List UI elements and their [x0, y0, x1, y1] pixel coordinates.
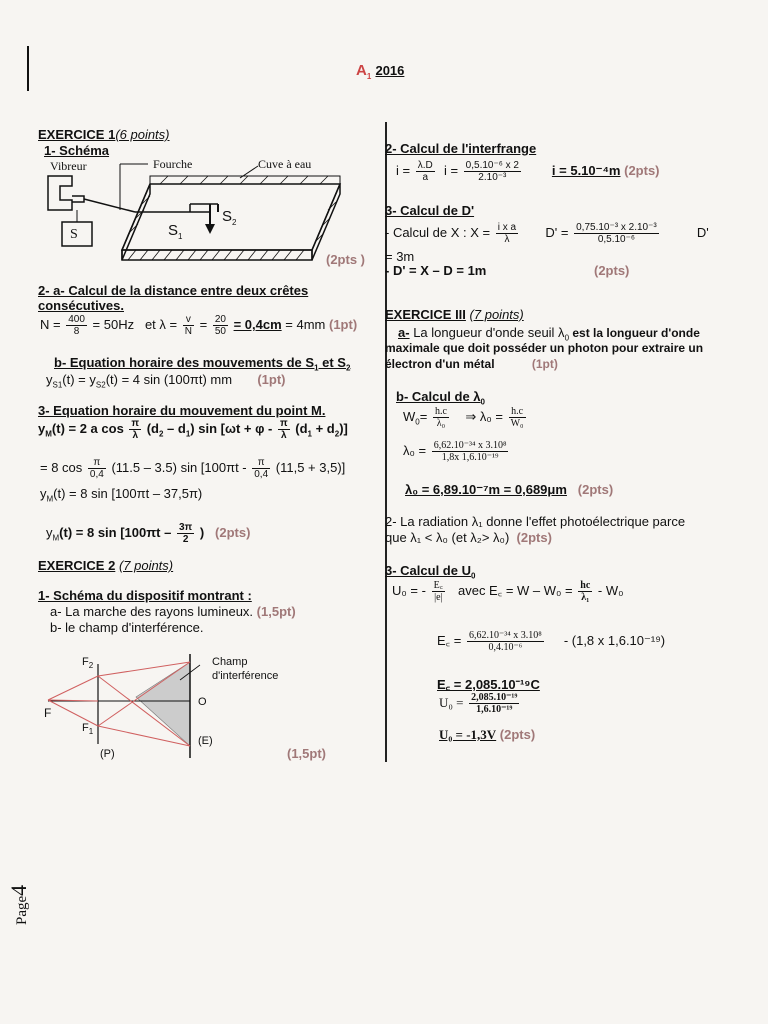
ym1-sub1b: 1 — [307, 429, 312, 439]
u0-num: E꜀ — [433, 580, 444, 591]
lam-eq2: = — [199, 316, 208, 332]
ex2-2-title: 2- Calcul de l'interfrange — [385, 141, 537, 156]
n-num: 400 — [68, 314, 85, 325]
page-number — [6, 885, 32, 925]
ym1-frac1-d: λ — [132, 430, 139, 441]
lam-frac2 — [213, 314, 228, 337]
ym1-f: (d — [295, 420, 308, 436]
ex2-3-title: 3- Calcul de D' — [385, 203, 475, 218]
ym1-g: + d — [311, 420, 335, 436]
ym2-a: = 8 cos — [40, 459, 83, 475]
ex3-title — [385, 307, 524, 322]
fig-champ-l2: d'interférence — [212, 670, 279, 682]
dp-res-line — [385, 263, 629, 278]
fig-s2-sub: 2 — [232, 218, 237, 227]
fig-f2-sub: 2 — [88, 661, 94, 671]
w0-w: W — [403, 408, 416, 424]
ym1-d: – d — [163, 420, 186, 436]
dp-res: - D' = X – D = 1m — [385, 263, 487, 278]
ym1-y: y — [38, 420, 46, 436]
x-den: λ — [504, 234, 510, 245]
ex1-ym-line2 — [40, 457, 345, 480]
ex3-2-l1: 2- La radiation λ₁ donne l'effet photoélectrique parce — [385, 514, 686, 529]
w0-then: ⇒ λ₀ = — [465, 408, 503, 424]
ex1-pts-3: (2pts) — [215, 524, 251, 540]
ex1-2a-title-l2: consécutives. — [38, 298, 124, 313]
page-label: Page — [14, 895, 30, 925]
fig-f1-sub: 1 — [88, 727, 94, 737]
u0-tail: - W₀ — [597, 582, 624, 598]
ym4-a: (t) = 8 sin [100πt – — [59, 524, 172, 540]
dp-pts: (2pts) — [593, 263, 630, 278]
x-calc-line — [385, 222, 709, 245]
u0-res-line — [439, 727, 535, 743]
ym2-b: (11.5 – 3.5) sin [100πt - — [111, 459, 247, 475]
fig-champ-l1: Champ — [212, 656, 248, 668]
u0-res: U₀ = -1,3V — [439, 727, 497, 742]
l0-eq: λ₀ = — [403, 442, 427, 458]
u0-line — [392, 580, 624, 603]
i-frac2 — [464, 160, 521, 183]
ex2-points: (7 points) — [118, 558, 174, 573]
w0-frac2 — [509, 406, 526, 429]
u0b-eq: U₀ = — [439, 694, 464, 710]
ec-line — [437, 630, 665, 653]
ex1-schema-title: 1- Schéma — [44, 143, 110, 158]
ex3-a-line1 — [398, 325, 700, 343]
ys-sub2: S2 — [95, 380, 106, 390]
fig-label-s1 — [168, 222, 182, 241]
wave-tank-figure — [40, 152, 370, 270]
dp-num: 0,75.10⁻³ x 2.10⁻³ — [576, 222, 657, 233]
lam-num2: 20 — [214, 314, 226, 325]
ym2-c: (11,5 + 3,5)] — [275, 459, 346, 475]
ex3-b-sub: 0 — [480, 397, 485, 407]
ym2-frac2 — [252, 457, 270, 480]
ys-sub1: S1 — [52, 380, 63, 390]
l0-res: λ₀ = 6,89.10⁻⁷m = 0,689μm — [405, 482, 567, 497]
ex2-a-pts: (1,5pt) — [256, 604, 296, 619]
ex2-a-text: a- La marche des rayons lumineux. — [50, 604, 254, 619]
u0b-den: 1,6.10⁻¹⁹ — [476, 704, 513, 715]
ex3-points: (7 points) — [469, 307, 524, 322]
ex2-title — [38, 558, 173, 573]
i-den2: 2.10⁻³ — [478, 172, 507, 183]
dp-tail: D' — [696, 224, 709, 240]
w0-num2: h.c — [509, 406, 526, 418]
interfrange-line — [396, 160, 660, 183]
lam-res: = 0,4cm — [233, 316, 282, 332]
ex3-b-title-text: b- Calcul de λ — [396, 389, 481, 404]
ex2-1-title: 1- Schéma du dispositif montrant : — [38, 588, 252, 603]
u0-mid: avec E꜀ = W – W₀ = — [457, 582, 573, 598]
ex3-a-l3-line — [385, 357, 558, 371]
ym1-frac1 — [129, 418, 141, 441]
ec-res: E꜀ = 2,085.10⁻¹⁹C — [437, 677, 540, 692]
ym2-frac1 — [88, 457, 106, 480]
fig-f2-letter: F — [82, 656, 89, 668]
ex3-a-l1c: est la longueur d'onde — [569, 326, 700, 340]
lam-res2: = 4mm — [285, 316, 326, 332]
ex1-ym-line1 — [38, 418, 348, 441]
u0b-line — [439, 692, 521, 715]
ym1-c: (d — [146, 420, 159, 436]
title-letter: A — [356, 62, 367, 79]
ym1-sub1: 1 — [185, 429, 191, 439]
fig-o: O — [198, 696, 207, 708]
l0-pts: (2pts) — [577, 482, 614, 497]
ym4-num: 3π — [178, 522, 193, 533]
ex3-a-label: a- — [398, 325, 410, 340]
ex1-ym-line3 — [40, 486, 202, 504]
ym1-frac2-d: λ — [281, 430, 287, 441]
page-title — [356, 62, 404, 81]
fig-label-s2 — [222, 208, 236, 227]
w0-den2: W₀ — [510, 418, 524, 429]
ym2-frac1-n: π — [88, 457, 106, 469]
ys-end: (t) = 4 sin (100πt) mm — [105, 372, 233, 387]
l0-line — [403, 440, 510, 463]
u0-frac2 — [578, 580, 592, 603]
w0-eq: = — [419, 408, 428, 424]
ex1-title-text: EXERCICE 1 — [38, 127, 116, 142]
i-eq2: i = — [443, 162, 459, 178]
dp-frac — [574, 222, 659, 245]
ec-frac — [467, 630, 544, 653]
ex1-n-lambda-line — [40, 314, 357, 337]
ec-tail: - (1,8 x 1,6.10⁻¹⁹) — [563, 632, 666, 648]
title-sub: 1 — [366, 72, 372, 81]
l0-res-line — [405, 482, 613, 498]
fig-f2 — [82, 656, 93, 670]
column-divider — [385, 122, 387, 762]
ex3-a-l3: électron d'un métal — [385, 357, 495, 371]
lam-num: v — [183, 314, 194, 326]
ex1-2b-title — [54, 355, 350, 373]
ym2-frac1-d: 0,4 — [89, 469, 104, 480]
ym4-sub: M — [52, 533, 60, 543]
w0-sub: 0 — [415, 417, 420, 427]
ym1-frac1-n: π — [131, 418, 140, 429]
ex2-title-text: EXERCICE 2 — [38, 558, 116, 573]
lam-frac — [183, 314, 194, 337]
title-year: 2016 — [375, 63, 405, 78]
n-eq: N = — [40, 316, 61, 332]
ex3-a-pts: (1pt) — [531, 357, 558, 371]
u0b-num: 2,085.10⁻¹⁹ — [471, 692, 518, 703]
i-num2: 0,5.10⁻⁶ x 2 — [465, 160, 519, 171]
ex3-2-pts: (2pts) — [516, 530, 552, 545]
w0-num: h.c — [434, 406, 447, 417]
ex2-a-line — [50, 604, 296, 619]
ym3-sub: M — [46, 494, 54, 504]
dp-den: 0,5.10⁻⁶ — [597, 234, 636, 245]
ex1-ym-line4 — [46, 522, 250, 545]
ex1-pts-schema: (2pts ) — [326, 252, 365, 267]
ex3-2-l2-line — [385, 530, 552, 545]
u0-eq: U₀ = - — [392, 582, 426, 598]
ex2-pts-fig: (1,5pt) — [287, 746, 326, 761]
x-text: - Calcul de X : X = — [385, 224, 491, 240]
ym1-frac2-n: π — [279, 418, 288, 429]
fig-f: F — [44, 706, 52, 720]
ym1-sub2b: 2 — [334, 429, 340, 439]
ex1-title — [38, 127, 170, 142]
u0-frac — [432, 580, 446, 603]
fig-label-cuve: Cuve à eau — [258, 157, 312, 171]
n-den: 8 — [73, 326, 80, 337]
ex1-2b-title-text: b- Equation horaire des mouvements de S — [54, 355, 315, 370]
ys-y: y — [46, 372, 53, 387]
i-pts: (2pts) — [624, 162, 660, 178]
ex1-2b-sub1: 1 — [314, 363, 319, 373]
fig-label-s: S — [70, 227, 78, 242]
ym1-e: ) sin [ωt + φ - — [190, 420, 273, 436]
ym4-b: ) — [199, 524, 205, 540]
i-eq: i = — [396, 162, 411, 178]
l0-frac — [432, 440, 509, 463]
fig-s2-letter: S — [222, 208, 233, 225]
ys-mid: (t) = y — [62, 372, 96, 387]
margin-line — [27, 46, 29, 91]
w0-frac — [433, 406, 449, 429]
ex1-points: (6 points) — [115, 127, 170, 142]
ex3-3-sub: 0 — [470, 571, 476, 581]
lam-den: N — [184, 326, 192, 337]
ym3-text: (t) = 8 sin [100πt – 37,5π) — [53, 486, 203, 501]
ex3-title-text: EXERCICE III — [385, 307, 466, 322]
fig-label-fourche: Fourche — [153, 157, 193, 171]
ym4-y: y — [46, 524, 53, 540]
u0-pts: (2pts) — [499, 727, 536, 742]
lam-den2: 50 — [214, 326, 226, 337]
ym1-sub: M — [45, 429, 52, 439]
ex1-pts-2b: (1pt) — [257, 372, 286, 387]
u0-den: |e| — [434, 592, 443, 603]
i-frac1 — [416, 160, 435, 183]
ym2-frac2-d: 0,4 — [254, 469, 269, 480]
ec-eq: E꜀ = — [437, 632, 462, 648]
fig-f1 — [82, 722, 93, 736]
ym2-frac2-n: π — [252, 457, 270, 469]
ex3-3-title — [385, 563, 475, 581]
dp-eq: D' = — [545, 224, 569, 240]
ex1-3-title: 3- Equation horaire du mouvement du point M. — [38, 403, 326, 418]
ex1-pts-2a: (1pt) — [328, 316, 358, 332]
fig-e: (E) — [198, 735, 213, 747]
ex1-ys-line — [46, 372, 286, 390]
u0b-frac — [469, 692, 519, 715]
ex2-b-line: b- le champ d'interférence. — [50, 620, 204, 635]
w0-den: λ₀ — [436, 418, 446, 429]
fig-s1-sub: 1 — [178, 232, 183, 241]
i-num: λ.D — [417, 160, 433, 171]
ym1-h: )] — [339, 420, 348, 436]
u0-den2: λ₁ — [581, 592, 590, 603]
w0-line — [403, 406, 528, 429]
i-den: a — [422, 172, 428, 183]
x-res: = 3m — [385, 249, 415, 264]
ym4-den: 2 — [182, 534, 189, 545]
x-num: i x a — [497, 222, 517, 233]
ym3-y: y — [40, 486, 47, 501]
ex1-2b-sub2: 2 — [345, 363, 351, 373]
ex1-2b-et: et S — [318, 355, 346, 370]
page-num: 4 — [6, 884, 31, 896]
u0-num2: hc — [580, 580, 591, 591]
ym1-sub2: 2 — [158, 429, 164, 439]
fig-p: (P) — [100, 748, 115, 760]
ex3-a-l1b: 0 — [564, 333, 570, 343]
fig-f1-letter: F — [82, 722, 89, 734]
ym4-frac — [177, 522, 194, 545]
n-frac — [66, 314, 87, 337]
ex3-b-title — [396, 389, 485, 407]
ex3-2-l2: que λ₁ < λ₀ (et λ₂> λ₀) — [385, 530, 510, 545]
ym1-frac2 — [278, 418, 290, 441]
ex3-3-title-text: 3- Calcul de U — [385, 563, 471, 578]
ex3-a-l1a: La longueur d'onde seuil λ — [413, 325, 565, 340]
ym1-b: (t) = 2 a cos — [51, 420, 124, 436]
x-frac — [496, 222, 518, 245]
l0-num: 6,62.10⁻³⁴ x 3.10⁸ — [433, 440, 507, 451]
ex1-2a-title-l1: 2- a- Calcul de la distance entre deux crêtes — [38, 283, 309, 298]
i-res: i = 5.10⁻⁴m — [551, 162, 621, 178]
ec-den: 0,4.10⁻⁶ — [488, 642, 523, 653]
lam-eq: et λ = — [144, 316, 178, 332]
ec-num: 6,62.10⁻³⁴ x 3.10⁸ — [469, 630, 542, 641]
n-res: = 50Hz — [92, 316, 135, 332]
fig-label-vibreur: Vibreur — [50, 159, 87, 173]
l0-den: 1,8x 1,6.10⁻¹⁹ — [441, 452, 499, 463]
ex3-a-l2: maximale que doit posséder un photon pour extraire un — [385, 341, 704, 355]
fig-s1-letter: S — [168, 222, 179, 239]
